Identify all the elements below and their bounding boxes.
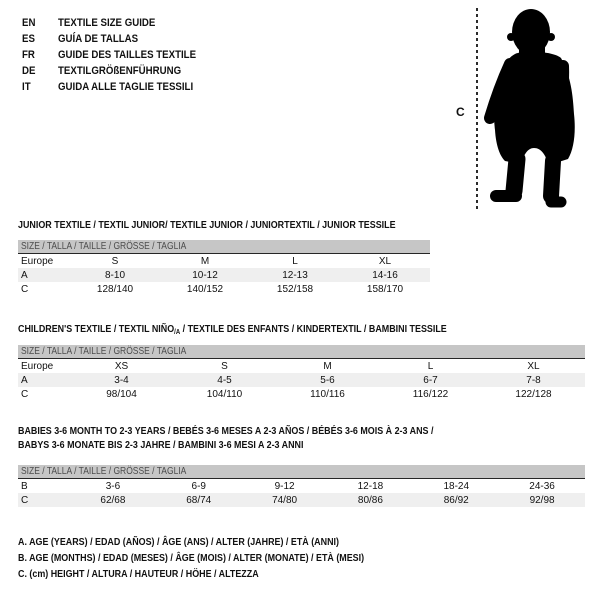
note-height-cm: C. (cm) HEIGHT / ALTURA / HAUTEUR / HÖHE / ALTEZZA: [18, 568, 259, 580]
height-value: 86/92: [443, 494, 469, 506]
height-value: 152/158: [276, 283, 314, 295]
age-value: 4-5: [217, 374, 232, 386]
height-value: 80/86: [357, 494, 383, 506]
height-dashed-line: [476, 8, 478, 210]
row-label: Europe: [21, 360, 54, 372]
age-value: 3-4: [114, 374, 129, 386]
language-title: TEXTILE SIZE GUIDE: [58, 17, 156, 29]
junior-size-table: [18, 240, 430, 296]
size-value: XL: [527, 360, 540, 372]
height-value: 98/104: [106, 388, 137, 400]
months-value: 9-12: [274, 480, 295, 492]
height-value: 122/128: [515, 388, 552, 400]
babies-title-line2: BABYS 3-6 MONATE BIS 2-3 JAHRE / BAMBINI 3-6 MESI A 2-3 ANNI: [18, 439, 304, 451]
height-value: 92/98: [529, 494, 555, 506]
table-row-europe: [18, 359, 585, 373]
children-title-main: CHILDREN'S TEXTILE / TEXTIL NIÑO: [18, 323, 175, 335]
note-age-years: A. AGE (YEARS) / EDAD (AÑOS) / ÂGE (ANS) / ALTER (JAHRE) / ETÀ (ANNI): [18, 536, 339, 548]
language-title: GUIDA ALLE TAGLIE TESSILI: [58, 81, 194, 93]
children-size-table: [18, 345, 585, 401]
size-header-label: SIZE / TALLA / TAILLE / GRÖSSE / TAGLIA: [21, 346, 187, 357]
table-row-height: [18, 387, 585, 401]
language-row-en: [22, 15, 215, 31]
months-value: 24-36: [529, 480, 555, 492]
note-age-months: B. AGE (MONTHS) / EDAD (MESES) / ÂGE (MOIS) / ALTER (MONATE) / ETÀ (MESI): [18, 552, 365, 564]
table-row-age: [18, 373, 585, 387]
height-value: 110/116: [310, 388, 345, 400]
row-label: C: [21, 283, 29, 295]
size-value: XL: [378, 255, 392, 267]
language-code: DE: [22, 65, 36, 77]
height-value: 128/140: [96, 283, 134, 295]
size-header-bar: [18, 345, 585, 359]
height-measure-label: C: [456, 105, 465, 119]
age-value: 12-13: [282, 269, 308, 281]
language-row-fr: [22, 47, 215, 63]
size-value: M: [200, 255, 210, 267]
size-value: XS: [114, 360, 129, 372]
table-row-height: [18, 493, 585, 507]
babies-title-line1: BABIES 3-6 MONTH TO 2-3 YEARS / BEBÉS 3-6 MESES A 2-3 AÑOS / BÉBÉS 3-6 MOIS À 2-3 ANS /: [18, 425, 434, 437]
language-code: FR: [22, 49, 35, 61]
age-value: 10-12: [192, 269, 218, 281]
babies-size-table: [18, 465, 585, 507]
row-label: B: [21, 480, 28, 492]
baby-silhouette: [483, 4, 593, 212]
table-row-age: [18, 268, 430, 282]
size-header-bar: [18, 240, 430, 254]
language-code: ES: [22, 33, 35, 45]
age-value: 14-16: [372, 269, 398, 281]
size-value: L: [427, 360, 434, 372]
row-label: A: [21, 269, 28, 281]
children-table-title: [18, 322, 447, 340]
language-code: IT: [22, 81, 31, 93]
height-value: 104/110: [206, 388, 243, 400]
months-value: 3-6: [105, 480, 121, 492]
language-row-it: [22, 79, 215, 95]
table-row-months: [18, 479, 585, 493]
size-value: L: [292, 255, 298, 267]
size-header-bar: [18, 465, 585, 479]
footnotes: [18, 534, 425, 582]
age-value: 5-6: [320, 374, 335, 386]
height-value: 74/80: [272, 494, 298, 506]
row-label: C: [21, 494, 29, 506]
language-title: TEXTILGRÖßENFÜHRUNG: [58, 65, 182, 77]
children-title-rest: / TEXTILE DES ENFANTS / KINDERTEXTIL / BAMBINI TESSILE: [180, 323, 447, 335]
table-row-europe: [18, 254, 430, 268]
size-value: S: [221, 360, 228, 372]
language-row-de: [22, 63, 215, 79]
row-label: A: [21, 374, 28, 386]
row-label: Europe: [21, 255, 54, 267]
junior-table-title: JUNIOR TEXTILE / TEXTIL JUNIOR/ TEXTILE JUNIOR / JUNIORTEXTIL / JUNIOR TESSILE: [18, 219, 396, 231]
age-value: 6-7: [423, 374, 438, 386]
height-value: 116/122: [412, 388, 449, 400]
height-value: 62/68: [100, 494, 126, 506]
months-value: 6-9: [191, 480, 206, 492]
language-code: EN: [22, 17, 36, 29]
language-list: [22, 15, 215, 95]
height-value: 68/74: [186, 494, 212, 506]
language-title: GUIDE DES TAILLES TEXTILE: [58, 49, 197, 61]
age-value: 7-8: [526, 374, 541, 386]
row-label: C: [21, 388, 29, 400]
language-row-es: [22, 31, 215, 47]
language-title: GUÍA DE TALLAS: [58, 33, 139, 45]
months-value: 18-24: [443, 480, 470, 492]
months-value: 12-18: [357, 480, 384, 492]
height-value: 158/170: [366, 283, 404, 295]
height-value: 140/152: [186, 283, 224, 295]
babies-table-title: [18, 424, 433, 452]
size-header-label: SIZE / TALLA / TAILLE / GRÖSSE / TAGLIA: [21, 466, 187, 477]
size-header-label: SIZE / TALLA / TAILLE / GRÖSSE / TAGLIA: [21, 241, 187, 252]
table-row-height: [18, 282, 430, 296]
age-value: 8-10: [104, 269, 125, 281]
children-title-sub: /A: [174, 329, 181, 336]
size-value: M: [323, 360, 332, 372]
size-value: S: [111, 255, 119, 267]
